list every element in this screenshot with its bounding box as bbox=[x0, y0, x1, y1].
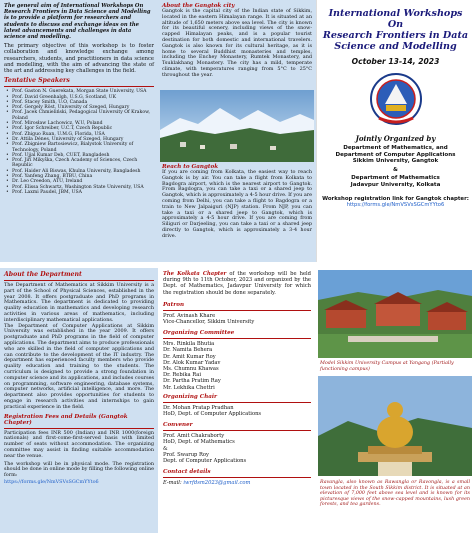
workshop-dates: October 13-14, 2023 bbox=[351, 57, 440, 66]
divider bbox=[163, 430, 311, 431]
patron-heading: Patron bbox=[163, 301, 185, 308]
divider bbox=[4, 86, 154, 87]
convener-heading: Convener bbox=[163, 422, 193, 429]
kolkata-text: of the workshop will be held during 9th to 11th October, 2023 and organized by the Dept. of Mathematics, Jadavpur University for which the registration should be done separately. bbox=[163, 271, 311, 296]
city-text: Gangtok is the capital city of the Indian state of Sikkim, located in the eastern Himalayan range. It is situated at an altitude of 1,650 meters above sea level. The city is known for its beautiful scenery, including views of the snow-capped Himalayan peaks, and is a popular tourist destination for both domestic and international travelers. Gangtok is also known for its cultural heritage, as it is home to several Buddhist monasteries and temples, including the Enchey Monastery, Rumtek Monastery, and Tsuklakhang Monastery. The city has a mild, temperate climate, with temperatures ranging from 5°C to 25°C throughout the year. bbox=[162, 8, 312, 78]
speaker-item: • Dr. Leo Creedon, ATU, Ireland bbox=[12, 179, 154, 184]
convener-amp: & bbox=[163, 445, 168, 452]
dept-ca-text: The Department of Computer Applications at Sikkim University was established in the year 2009. It offers postgraduate and PhD programs in the field of computer applications. The department aims to produce professionals who are skilled in the field of computer applications and can contribute to the development of the IT industry. The department has experienced faculty members who provide quality education and training to the students. The curriculum is designed to provide a strong foundation in computer science and its applications, and includes courses on programming, software engineering, database systems, computer networks, artificial intelligence, and more. The department also provides opportunities for students to engage in research activities and internships to gain practical experience in the field. bbox=[4, 322, 154, 410]
form-link[interactable]: https://forms.gle/NmVSVsSGCmYYto6 bbox=[4, 478, 99, 485]
committee-member: Dr. Rebika Rai bbox=[163, 372, 201, 379]
patron-name: Prof. Avinash Khare bbox=[163, 312, 216, 319]
org-line: & bbox=[393, 166, 398, 173]
panel-committee bbox=[158, 268, 316, 533]
committee-member: Dr. Amit Kumar Roy bbox=[163, 353, 216, 360]
email-link[interactable]: iwrfdsm2023@gmail.com bbox=[183, 480, 251, 487]
reach-section bbox=[158, 163, 316, 262]
org-line: Sikkim University, Gangtok bbox=[352, 158, 439, 165]
speaker-item: • Prof. Gaston N. Guerekata, Morgan State University, USA bbox=[12, 89, 154, 94]
divider bbox=[163, 338, 311, 339]
speaker-item: • Prof. Igor Schreiber, U.C.T, Czech Republic bbox=[12, 126, 154, 131]
speaker-item: • Prof. Zbigniew Bartosiewicz, Bialystok University of Technology, Poland bbox=[12, 142, 154, 153]
speaker-item: • Prof. Stacey Smith, U.O, Canada bbox=[12, 100, 154, 105]
speaker-item: • Prof. Zhiguo Ruan, U.M.G, Florida, USA bbox=[12, 132, 154, 137]
fees-heading: Registration Fees and Details (Gangtok Chapter) bbox=[4, 413, 128, 426]
divider bbox=[163, 310, 311, 311]
panel-cover bbox=[316, 0, 474, 262]
organized-heading: Jointly Organized by bbox=[355, 134, 436, 143]
chair-heading: Organizing Chair bbox=[163, 393, 217, 400]
campus-photo bbox=[318, 270, 472, 358]
committee-member: Dr. Alok Kumar Yadav bbox=[163, 359, 221, 366]
speaker-item: • Prof. Elissa Schwartz, Washington State University, USA bbox=[12, 185, 154, 190]
speaker-item: • Prof. Haider Ali Biswas, Khulna University, Bangladesh bbox=[12, 169, 154, 174]
speaker-item: • Prof. Ujjal Kumar Deb, CUET, Bangladesh bbox=[12, 153, 154, 158]
convener-role: Dept. of Computer Applications bbox=[163, 458, 247, 465]
speaker-item: • Dr. Attila Dénes, University of Szeged, Hungary bbox=[12, 137, 154, 142]
speaker-item: • Prof. Jiří Mikyška, Czech Academy of Sciences, Czech Republic bbox=[12, 158, 154, 169]
title-line: Science and Modelling bbox=[334, 41, 457, 52]
committee-member: Mr. Lekhika Chettri bbox=[163, 384, 215, 391]
speaker-item: • Prof. Jacek Chmieliński, Pedagogical University Of Krakow, Poland bbox=[12, 110, 154, 121]
convener-name: Prof. Amit Chakraborty bbox=[163, 433, 225, 440]
contact-email-row bbox=[163, 480, 311, 486]
panel-department bbox=[0, 268, 158, 533]
department-heading: About the Department bbox=[4, 271, 82, 278]
speaker-item: • Prof. Yanfeng Zhang, BTBU, China bbox=[12, 174, 154, 179]
reach-text: If you are coming from Kolkata, the easiest way to reach Gangtok is by air. You can take a flight from Kolkata to Bagdogra airport, which is the nearest airport to Gangtok. From Bagdogra, you can take a taxi or a shared jeep to Gangtok, which is approximately a 4-5 hour drive. If you are coming from Delhi, you can take a flight to Bagdogra or a train to New Jalpaiguri (NJP) station. From NJP, you can take a taxi or a shared jeep to Gangtok, which is approximately a 4-5 hour drive. If you are coming from Siliguri or Darjeeling, you can take a taxi or a shared jeep directly to Gangtok, which is approximately a 3-4 hour drive. bbox=[162, 169, 312, 239]
ravangla-buddha-photo bbox=[318, 376, 472, 476]
title-line: Research Frontiers in Data bbox=[322, 30, 469, 41]
objective-text: The primary objective of this workshop is to foster collaboration and knowledge exchange among researchers, students, and practitioners in data science and modelling, with the aim of advancing the state of the art and addressing key challenges in the field. bbox=[4, 43, 154, 75]
registration-link[interactable]: https://forms.gle/NmVSVsSGCmYYto6 bbox=[346, 201, 445, 208]
fees-text: Participation fees INR 500 (Indian) and INR 1000(foreign nationals) and first-come-first-served basis with limited number of seats without accommodation. The organizing committee may assist in finding suitable accommodation near the venue. bbox=[4, 429, 154, 459]
committee-member: Mrs. Rinkila Bhutia bbox=[163, 341, 215, 348]
university-emblem bbox=[369, 72, 423, 126]
campus-caption: Model Sikkim University Campus at Yangang (Partially functioning campus) bbox=[320, 361, 454, 372]
committee-member: Ms. Chumnu Khawas bbox=[163, 366, 219, 373]
speakers-heading: Tentative Speakers bbox=[4, 77, 70, 85]
speaker-item: • Prof. David Greenhalgh, U.S.G, Scotland, UK bbox=[12, 95, 154, 100]
city-heading: About the Gangtok city bbox=[162, 3, 235, 9]
panel-intro-speakers bbox=[0, 0, 158, 262]
speaker-item: • Prof. Mirosław Lachowicz, W.U, Poland bbox=[12, 121, 154, 126]
org-line: Department of Mathematics, and bbox=[343, 145, 448, 151]
ravangla-caption: Ravangla, also known as Rawangla or Ravongla, is a small town located in the South Sikkim district. It is situated at an elevation of 7,000 feet above sea level and is known for its picturesque views of the snow-capped mountains, lush green forests, and tea gardens. bbox=[320, 480, 470, 508]
kolkata-chapter bbox=[163, 271, 311, 296]
mode-text: The workshop will be in physical mode. The registration should be done in online mode by filling the following online form: bbox=[4, 460, 154, 479]
chair-role: HoD, Dept. of Computer Applications bbox=[163, 411, 262, 418]
org-line: Jadavpur University, Kolkata bbox=[350, 181, 441, 188]
registration-label: Workshop registration link for Gangtok chapter: bbox=[322, 195, 469, 202]
patron-role: Vice-Chancellor, Sikkim University bbox=[163, 319, 255, 326]
organizer-block bbox=[321, 145, 470, 189]
workshop-title bbox=[321, 8, 470, 52]
committee-member: Dr. Partha Pratim Ray bbox=[163, 378, 221, 385]
divider bbox=[163, 477, 311, 478]
dept-math-text: The Department of Mathematics at Sikkim University is a part of the School of Physical Sciences, established in the year 2008. It offers postgraduate and PhD programs in Mathematics. The department is dedicated to providing quality education in mathematics and developing research activities in various areas of mathematics, including interdisciplinary mathematical applications. bbox=[4, 282, 154, 323]
speaker-item: • Prof. Gergely Röst, University of Szeged, Hungary bbox=[12, 105, 154, 110]
speakers-list bbox=[4, 89, 154, 195]
panel-photos bbox=[316, 268, 474, 533]
intro-text: The general aim of International Workshops On Research Frontiers in Data Science and Modelling is to provide a platform for researchers and students to discuss and exchange ideas on the latest advancements and challenges in data science and modelling. bbox=[4, 3, 151, 41]
speaker-item: • Prof. Laxmi Paudel, JBM, USA bbox=[12, 190, 154, 195]
contact-heading: Contact details bbox=[163, 469, 211, 476]
convener-role: HoD, Dept. of Mathematics bbox=[163, 439, 235, 446]
title-line: International Workshops bbox=[328, 8, 463, 19]
kolkata-heading: The Kolkata Chapter bbox=[163, 271, 227, 277]
title-line: On bbox=[387, 19, 404, 30]
divider bbox=[163, 402, 311, 403]
divider bbox=[4, 428, 154, 429]
divider bbox=[4, 280, 154, 281]
committee-heading: Organizing Committee bbox=[163, 330, 235, 337]
chair-name: Dr. Mohan Pratap Pradhan bbox=[163, 404, 234, 411]
reach-heading: Reach to Gangtok bbox=[162, 164, 219, 170]
gangtok-mountain-photo bbox=[160, 90, 314, 162]
email-label: E-mail: bbox=[163, 480, 184, 487]
committee-member: Dr. Namita Behera bbox=[163, 347, 213, 354]
convener-name: Prof. Swarup Roy bbox=[163, 451, 209, 458]
org-line: Department of Computer Applications bbox=[335, 151, 456, 158]
org-line: Department of Mathematics bbox=[351, 175, 440, 182]
